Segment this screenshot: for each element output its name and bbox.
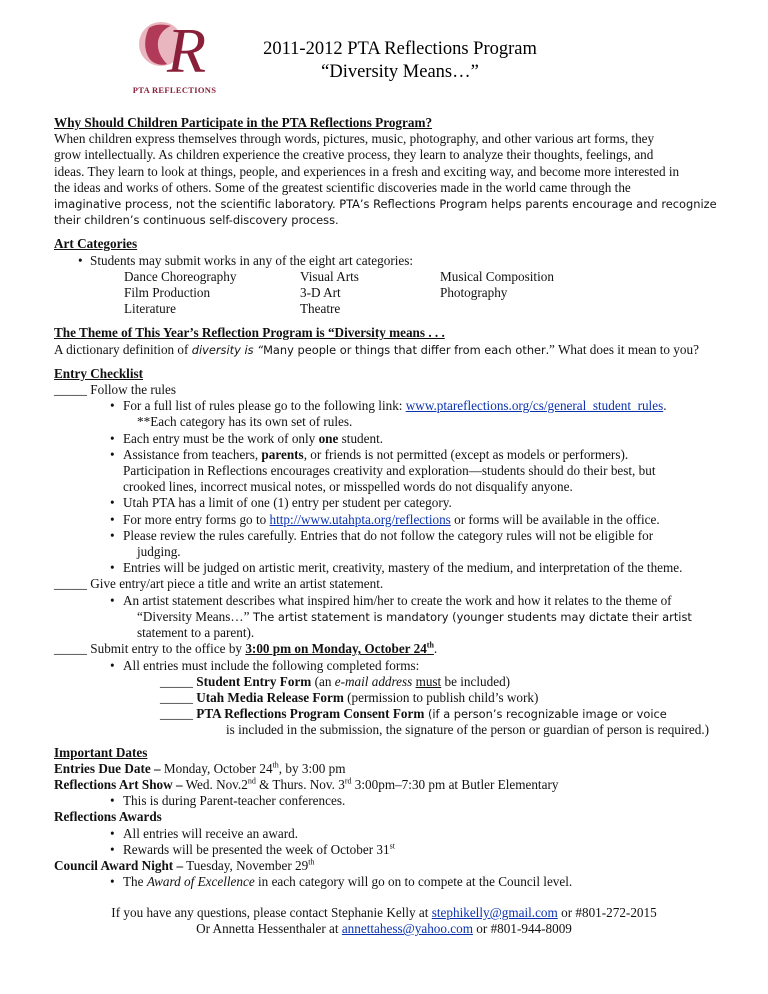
why-line-5a: imaginative process, not the scientific laboratory. xyxy=(54,197,336,212)
art-list xyxy=(54,253,722,269)
show-note: • This is during Parent-teacher conferences. xyxy=(123,793,722,809)
form1-b: (an xyxy=(311,673,335,689)
forms-c: or forms will be available in the office. xyxy=(450,511,660,527)
document-subtitle: “Diversity Means…” xyxy=(321,62,479,82)
council-a: Council Award Night – xyxy=(54,857,184,873)
contact1-phone: or #801-272-2015 xyxy=(557,905,657,920)
show-a: Reflections Art Show – xyxy=(54,776,183,792)
contact1-text: If you have any questions, please contact Stephanie Kelly at xyxy=(111,905,432,920)
forms-intro: • All entries must include the following completed forms: xyxy=(123,658,722,674)
rule-one-student xyxy=(123,431,722,447)
category-item: Photography xyxy=(440,285,508,301)
rules-note-text: **Each category has its own set of rules. xyxy=(137,414,353,430)
due-b: Monday, October 24 xyxy=(160,760,273,776)
forms-a: For more entry forms go to xyxy=(123,511,270,527)
submit-sup: th xyxy=(426,640,434,650)
svg-text:R: R xyxy=(167,15,207,84)
why-line-5 xyxy=(54,196,722,212)
submit-deadline-text: 3:00 pm on Monday, October 24 xyxy=(245,641,427,657)
form2-name: Utah Media Release Form xyxy=(196,689,344,705)
category-item: Literature xyxy=(124,301,176,317)
stmt-l2a: “Diversity Means…” xyxy=(137,608,250,624)
show-sup1: nd xyxy=(247,776,256,786)
theme-def-d: .” What does it mean to you? xyxy=(545,341,699,357)
art-categories-grid xyxy=(54,269,722,318)
stmt-l2b: The artist statement is mandatory (younger students may dictate their artist xyxy=(249,609,692,624)
category-item: Theatre xyxy=(300,301,341,317)
show-c: & Thurs. Nov. 3 xyxy=(255,776,345,792)
assist-a: Assistance from teachers, xyxy=(123,446,262,462)
logo-r-mark xyxy=(127,14,222,84)
review-l2: judging. xyxy=(137,544,181,560)
category-item: 3-D Art xyxy=(300,285,341,301)
pta-reflections-logo xyxy=(127,14,222,98)
theme-def-c: Many people or things that differ from each other xyxy=(263,342,546,357)
show-list xyxy=(54,793,722,809)
theme-heading: The Theme of This Year’s Reflection Program is “Diversity means . . . xyxy=(54,325,445,341)
why-line-6: their children’s continuous self-discovery process. xyxy=(54,213,339,228)
art-show-line xyxy=(54,777,722,793)
rule-review-line-2 xyxy=(123,544,722,560)
form1-e: must xyxy=(415,673,442,689)
contact-line-2 xyxy=(54,921,714,937)
due-date-line xyxy=(54,761,722,777)
excel-b: Award of Excellence xyxy=(146,874,255,890)
why-line-5b: PTA’s Reflections Program helps parents encourage and recognize xyxy=(335,197,717,212)
statement-line-1: • An artist statement describes what inspired him/her to create the work and how it relates to the theme of xyxy=(123,593,722,609)
awards-heading: Reflections Awards xyxy=(54,809,162,825)
category-item: Visual Arts xyxy=(300,268,359,284)
rules-list xyxy=(54,398,722,576)
council-list xyxy=(54,874,722,890)
form-student-entry xyxy=(54,674,722,690)
contact2-phone: or #801-944-8009 xyxy=(473,921,572,937)
rule-limit: • Utah PTA has a limit of one (1) entry per student per category. xyxy=(123,495,722,511)
rule-forms xyxy=(123,512,722,528)
category-item: Film Production xyxy=(124,285,211,301)
theme-def-a: A dictionary definition of xyxy=(54,341,192,357)
rules-link-suffix: . xyxy=(663,398,667,414)
form3-name: PTA Reflections Program Consent Form xyxy=(196,706,425,722)
council-b: Tuesday, November 29 xyxy=(183,857,309,873)
rule-assistance-line-2: Participation in Reflections encourages creativity and exploration—students should do their best, but xyxy=(123,463,656,479)
rule-assistance xyxy=(123,447,722,463)
award2-sup: st xyxy=(389,841,395,851)
why-line-2: grow intellectually. As children experience the creative process, they learn to analyze their thoughts, feelings, and xyxy=(54,147,654,163)
checklist-item-title xyxy=(54,576,722,592)
utahpta-link[interactable]: http://www.utahpta.org/reflections xyxy=(269,511,451,527)
rule-one-a: Each entry must be the work of only xyxy=(123,430,319,446)
why-heading: Why Should Children Participate in the PTA Reflections Program? xyxy=(54,115,433,130)
contact-footer xyxy=(54,905,714,937)
excel-a: The xyxy=(123,874,147,890)
rules-note xyxy=(123,414,722,430)
statement-list xyxy=(54,593,722,642)
why-line-1: When children express themselves through words, pictures, music, photography, and other various art forms, they xyxy=(54,131,655,147)
due-sup: th xyxy=(272,760,279,770)
council-sup: th xyxy=(308,857,315,867)
rule-one-b: one xyxy=(318,430,339,446)
rules-link-prefix: For a full list of rules please go to the following link: xyxy=(123,398,406,414)
rule-assistance-line-3: crooked lines, incorrect musical notes, or misspelled words do not disqualify anyone. xyxy=(123,479,573,495)
award2-a: Rewards will be presented the week of October 31 xyxy=(123,841,390,857)
form-consent xyxy=(54,706,722,722)
statement-line-3 xyxy=(123,625,722,641)
submit-c: . xyxy=(433,641,438,657)
show-sup2: rd xyxy=(344,776,352,786)
email-link-annetta[interactable]: annettahess@yahoo.com xyxy=(341,921,473,937)
form3-b: (if a person’s recognizable image or voice xyxy=(424,707,667,722)
excellence-note xyxy=(123,874,722,890)
checkbox-blank: _____ xyxy=(54,576,87,592)
why-paragraph xyxy=(54,131,722,228)
contact-line-1 xyxy=(54,905,714,921)
rules-link[interactable]: www.ptareflections.org/cs/general_student_rules xyxy=(405,398,664,414)
why-line-4: the ideas and works of others. Some of the greatest scientific discoveries made in the world came through the xyxy=(54,179,631,195)
rule-one-c: student. xyxy=(338,430,384,446)
council-line xyxy=(54,858,722,874)
show-b: Wed. Nov.2 xyxy=(182,776,248,792)
checklist-item-submit xyxy=(54,641,722,657)
logo-text: PTA REFLECTIONS xyxy=(132,85,217,95)
stmt-l3: statement to a parent). xyxy=(137,625,255,641)
why-line-3: ideas. They learn to look at things, people, and experiences in a fresh and exciting way, and become more interested in xyxy=(54,163,680,179)
content-body xyxy=(54,115,722,890)
awards-list xyxy=(54,826,722,858)
form1-c: e-mail address xyxy=(334,673,413,689)
theme-definition xyxy=(54,342,722,358)
submit-deadline xyxy=(245,641,434,656)
form1-f: be included) xyxy=(441,673,511,689)
statement-line-2 xyxy=(123,609,722,625)
checklist-item-follow-rules xyxy=(54,382,722,398)
category-item: Musical Composition xyxy=(440,268,554,284)
form-media-release xyxy=(54,690,722,706)
checklist-item-label: Give entry/art piece a title and write an artist statement. xyxy=(86,576,384,592)
due-c: , by 3:00 pm xyxy=(278,760,346,776)
excel-c: in each category will go on to compete at the Council level. xyxy=(254,874,573,890)
forms-list xyxy=(54,658,722,674)
rule-review: • Please review the rules carefully. Entries that do not follow the category rules will not be eligible for xyxy=(123,528,722,544)
rules-link-item xyxy=(123,398,722,414)
art-intro: • Students may submit works in any of the eight art categories: xyxy=(90,253,722,269)
award-2 xyxy=(123,842,722,858)
art-heading: Art Categories xyxy=(54,236,138,252)
category-item: Dance Choreography xyxy=(124,268,237,284)
checkbox-blank: _____ xyxy=(54,382,87,398)
assist-b: parents xyxy=(261,446,304,462)
show-d: 3:00pm–7:30 pm at Butler Elementary xyxy=(351,776,559,792)
checkbox-blank: _____ xyxy=(54,641,87,657)
theme-def-b: diversity is “ xyxy=(191,342,264,357)
dates-heading: Important Dates xyxy=(54,744,148,760)
assist-c: , or friends is not permitted (except as models or performers). xyxy=(303,446,629,462)
checkbox-blank: _____ xyxy=(160,689,193,705)
checkbox-blank: _____ xyxy=(160,706,193,722)
form-consent-line-2: is included in the submission, the signature of the person or guardian of person is required.) xyxy=(226,722,710,738)
checklist-item-label: Follow the rules xyxy=(86,382,176,398)
checklist-heading: Entry Checklist xyxy=(54,365,144,381)
contact2-text: Or Annetta Hessenthaler at xyxy=(196,921,342,937)
form2-b: (permission to publish child’s work) xyxy=(343,689,539,705)
submit-a: Submit entry to the office by xyxy=(86,641,246,657)
email-link-stephanie[interactable]: stephikelly@gmail.com xyxy=(431,905,558,920)
award-1: • All entries will receive an award. xyxy=(123,826,722,842)
rule-judged: • Entries will be judged on artistic merit, creativity, mastery of the medium, and interpretation of the theme. xyxy=(123,560,722,576)
checkbox-blank: _____ xyxy=(160,673,193,689)
form1-name: Student Entry Form xyxy=(196,673,312,689)
due-a: Entries Due Date – xyxy=(54,760,161,776)
document-title: 2011-2012 PTA Reflections Program xyxy=(263,39,537,59)
